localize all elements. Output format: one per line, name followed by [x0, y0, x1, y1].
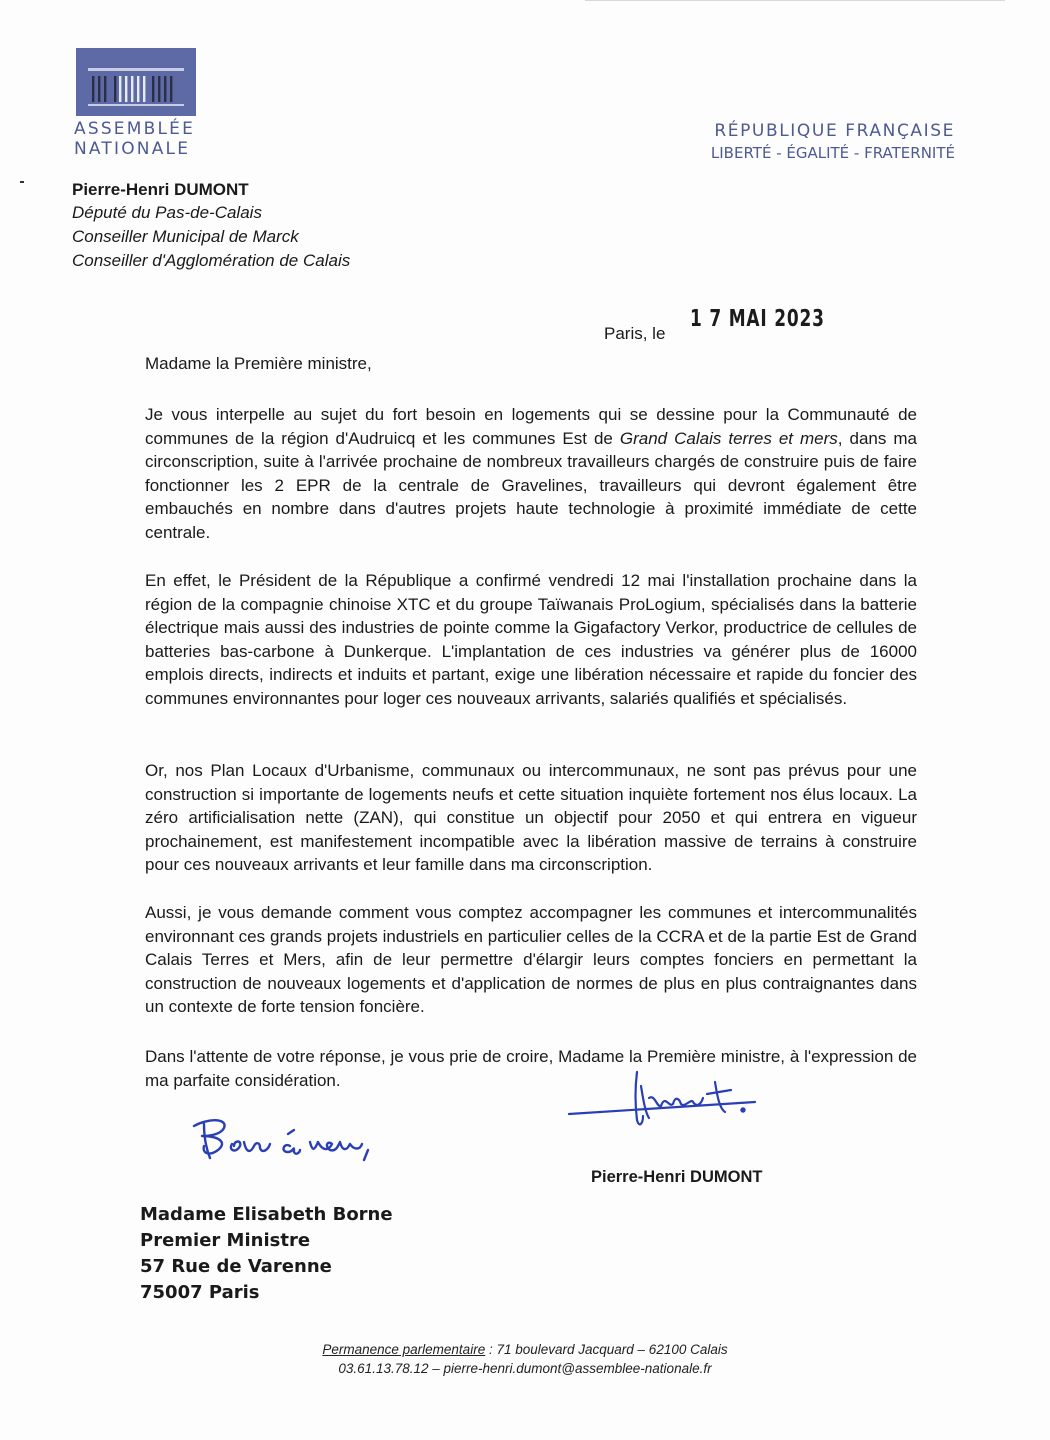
paragraph-1-part-a: Je vous interpelle au sujet du fort besoin en logements qui se dessine pour la Communauté de communes de la région d'Audruicq et les communes Est de: [145, 405, 917, 448]
republic-motto: LIBERTÉ - ÉGALITÉ - FRATERNITÉ: [710, 144, 955, 162]
paragraph-1: [145, 403, 917, 544]
paragraph-1-part-b: , dans ma circonscription, suite à l'arrivée prochaine de nombreux travailleurs chargés de construire puis de faire fonctionner les 2 EPR de la centrale de Gravelines, travailleurs qui devront également être embauchés en nombre dans d'autres projets haute technologie à proximité immédiate de cette centrale.: [145, 428, 917, 542]
dateline-place: Paris, le: [604, 324, 666, 343]
signer-name: Pierre-Henri DUMONT: [591, 1168, 763, 1186]
footer-address: : 71 boulevard Jacquard – 62100 Calais: [485, 1342, 728, 1357]
recipient-street: 57 Rue de Varenne: [140, 1256, 332, 1277]
logo-line-1: ASSEMBLÉE: [74, 119, 196, 139]
paragraph-2: En effet, le Président de la République a confirmé vendredi 12 mai l'installation prochaine dans la région de la compagnie chinoise XTC et du groupe Taïwanais ProLogium, spécialisés dans la batterie électrique mais aussi des industries de pointe comme la Gigafactory Verkor, productrice de cellules de batteries bas-carbone à Dunkerque. L'implantation de ces industries va générer plus de 16000 emplois directs, indirects et induits et partant, exige une libération nécessaire et rapide du foncier des communes environnantes pour loger ces nouveaux arrivants, salariés qualifiés et spécialisés.: [145, 571, 917, 708]
footer: [260, 1340, 790, 1378]
author-role-deputy: Député du Pas-de-Calais: [72, 203, 262, 222]
author-role-municipal: Conseiller Municipal de Marck: [72, 227, 299, 246]
paragraph-3: Or, nos Plan Locaux d'Urbanisme, communaux ou intercommunaux, ne sont pas prévus pour une construction si importante de logements neufs et cette situation inquiète fortement nos élus locaux. La zéro artificialisation nette (ZAN), qui constitue un objectif pour 2050 et qui entrera en vigueur prochainement, est manifestement incompatible avec la libération massive de terrains à construire pour ces nouveaux arrivants et leur famille dans ma circonscription.: [145, 761, 917, 874]
republic-title: RÉPUBLIQUE FRANÇAISE: [714, 121, 955, 141]
scan-edge-line: [585, 0, 1005, 1]
author-name: Pierre-Henri DUMONT: [72, 180, 249, 199]
footer-contact: 03.61.13.78.12 – pierre-henri.dumont@assemblee-nationale.fr: [338, 1361, 712, 1376]
scan-speck: [20, 181, 24, 183]
date-stamp: 1 7 MAI 2023: [690, 306, 825, 332]
assemblee-nationale-columns-icon: [76, 48, 196, 116]
recipient-title: Premier Ministre: [140, 1230, 311, 1251]
logo-line-2: NATIONALE: [74, 139, 191, 159]
paragraph-4: Aussi, je vous demande comment vous comptez accompagner les communes et intercommunalités environnant ces grands projets industriels en particulier celles de la CCRA et de la partie Est de Grand Calais Terres et Mers, afin de leur permettre d'élargir leurs comptes fonciers en permettant la construction de nouveaux logements et d'application de normes de plus en plus contraignantes dans un contexte de forte tension foncière.: [145, 903, 917, 1016]
footer-label: Permanence parlementaire: [322, 1342, 486, 1357]
paragraph-5: Dans l'attente de votre réponse, je vous prie de croire, Madame la Première ministre, à l'expression de ma parfaite considération.: [145, 1047, 917, 1090]
salutation: Madame la Première ministre,: [145, 354, 372, 373]
recipient-city: 75007 Paris: [140, 1282, 260, 1303]
assemblee-nationale-wordmark: [74, 119, 195, 159]
paragraph-1-emphasis: Grand Calais terres et mers: [619, 428, 838, 448]
handwritten-signoff: [188, 1112, 378, 1177]
recipient-name: Madame Elisabeth Borne: [140, 1204, 393, 1225]
author-role-agglomeration: Conseiller d'Agglomération de Calais: [72, 251, 351, 270]
signature: [565, 1068, 765, 1143]
footer-address-line: [260, 1340, 790, 1359]
recipient-block: [140, 1202, 393, 1306]
